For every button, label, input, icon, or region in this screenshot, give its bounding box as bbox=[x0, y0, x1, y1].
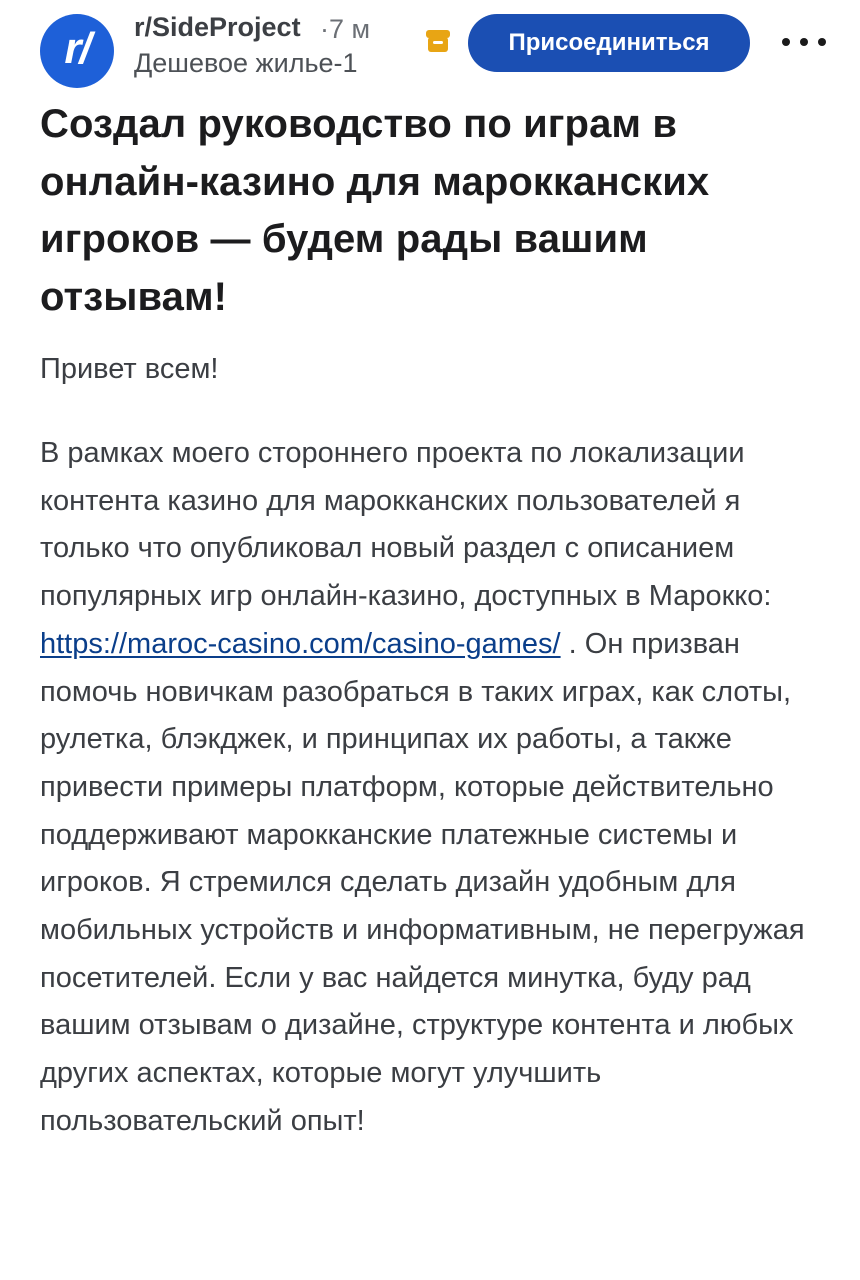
post-link[interactable]: https://maroc-casino.com/casino-games/ bbox=[40, 627, 561, 660]
post-title[interactable]: Создал руководство по играм в онлайн-казино для марокканских игроков — будем рады вашим отзывам! bbox=[40, 102, 710, 319]
body-text-before-link: В рамках моего стороннего проекта по локализации контента казино для марокканских пользователей я только что опубликовал новый раздел с описанием популярных игр онлайн-казино, доступных в Марокко: bbox=[40, 437, 772, 613]
body-text-after-link: . Он призван помочь новичкам разобраться в таких играх, как слоты, рулетка, блэкджек, и принципах их работы, а также привести примеры платформ, которые действительно поддерживают марокканские платежные системы и игроков. Я стремился сделать дизайн удобным для мобильных устройств и информативным, не перегружая посетителей. Если у вас найдется минутка, буду рад вашим отзывам о дизайне, структуре контента и любых других аспектах, которые могут улучшить пользовательский опыт! bbox=[40, 627, 805, 1137]
post-body bbox=[40, 430, 830, 1146]
more-dot bbox=[782, 38, 790, 46]
more-dot bbox=[800, 38, 808, 46]
author-flair[interactable]: Дешевое жилье-1 bbox=[134, 48, 358, 78]
more-options-icon[interactable] bbox=[782, 30, 826, 54]
post-header bbox=[0, 0, 860, 92]
archive-icon bbox=[424, 28, 452, 54]
avatar-text: r/ bbox=[64, 24, 90, 73]
post-time: ·7 м bbox=[320, 14, 371, 44]
subreddit-avatar[interactable] bbox=[40, 14, 114, 88]
join-button[interactable]: Присоединиться bbox=[468, 14, 750, 72]
more-dot bbox=[818, 38, 826, 46]
subreddit-name[interactable]: r/SideProject bbox=[134, 12, 301, 42]
post-greeting: Привет всем! bbox=[40, 353, 219, 385]
